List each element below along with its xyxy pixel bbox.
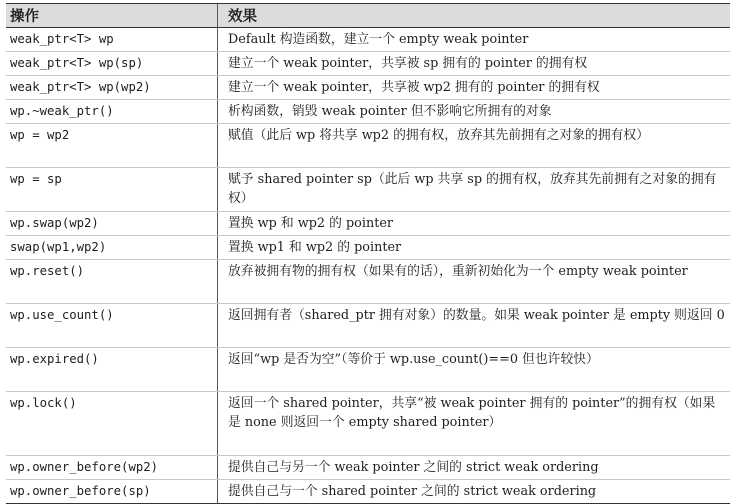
operation-cell: weak_ptr<T> wp(wp2) [6,76,218,99]
operation-cell: swap(wp1,wp2) [6,236,218,259]
header-operation: 操作 [6,4,218,27]
operation-cell: wp.~weak_ptr() [6,100,218,123]
table-row [6,124,730,168]
effect-cell: 返回拥有者（shared_ptr 拥有对象）的数量。如果 weak pointer 是 empty 则返回 0 [228,308,725,323]
table-row [6,304,730,348]
table-row [6,236,730,260]
operation-cell: wp = wp2 [6,124,218,167]
effect-cell: 返回“wp 是否为空”（等价于 wp.use_count()==0 但也许较快） [228,352,599,367]
table-row [6,76,730,100]
operation-cell: wp.reset() [6,260,218,303]
effect-cell: 赋予 shared pointer sp（此后 wp 共享 sp 的拥有权，放弃其先前拥有之对象的拥有权） [228,172,717,206]
table-row [6,392,730,456]
effect-cell: 置换 wp1 和 wp2 的 pointer [228,240,402,255]
operation-cell: weak_ptr<T> wp [6,28,218,51]
table-row [6,168,730,212]
table-row [6,212,730,236]
table-row [6,28,730,52]
operation-cell: wp = sp [6,168,218,211]
effect-cell: 析构函数，销毁 weak pointer 但不影响它所拥有的对象 [228,104,552,119]
table-row [6,480,730,504]
table-row [6,348,730,392]
operation-cell: wp.use_count() [6,304,218,347]
table-row [6,52,730,76]
effect-cell: 建立一个 weak pointer，共享被 wp2 拥有的 pointer 的拥有权 [228,80,600,95]
operation-cell: weak_ptr<T> wp(sp) [6,52,218,75]
effect-cell: 提供自己与一个 shared pointer 之间的 strict weak ordering [228,484,597,499]
operation-cell: wp.owner_before(wp2) [6,456,218,479]
effect-cell: 放弃被拥有物的拥有权（如果有的话），重新初始化为一个 empty weak pointer [228,264,688,279]
table-row [6,456,730,480]
effect-cell: 置换 wp 和 wp2 的 pointer [228,216,394,231]
effect-cell: 建立一个 weak pointer，共享被 sp 拥有的 pointer 的拥有权 [228,56,588,71]
operations-table [6,3,730,504]
operation-cell: wp.expired() [6,348,218,391]
operation-cell: wp.lock() [6,392,218,455]
effect-cell: Default 构造函数，建立一个 empty weak pointer [228,32,529,47]
table-header [6,3,730,28]
effect-cell: 提供自己与另一个 weak pointer 之间的 strict weak ordering [228,460,599,475]
table-row [6,100,730,124]
effect-cell: 返回一个 shared pointer，共享“被 weak pointer 拥有的 pointer”的拥有权（如果是 none 则返回一个 empty shared pointer） [228,396,716,430]
operation-cell: wp.owner_before(sp) [6,480,218,503]
effect-cell: 赋值（此后 wp 将共享 wp2 的拥有权，放弃其先前拥有之对象的拥有权） [228,128,650,143]
header-effect: 效果 [228,9,257,25]
operation-cell: wp.swap(wp2) [6,212,218,235]
table-row [6,260,730,304]
